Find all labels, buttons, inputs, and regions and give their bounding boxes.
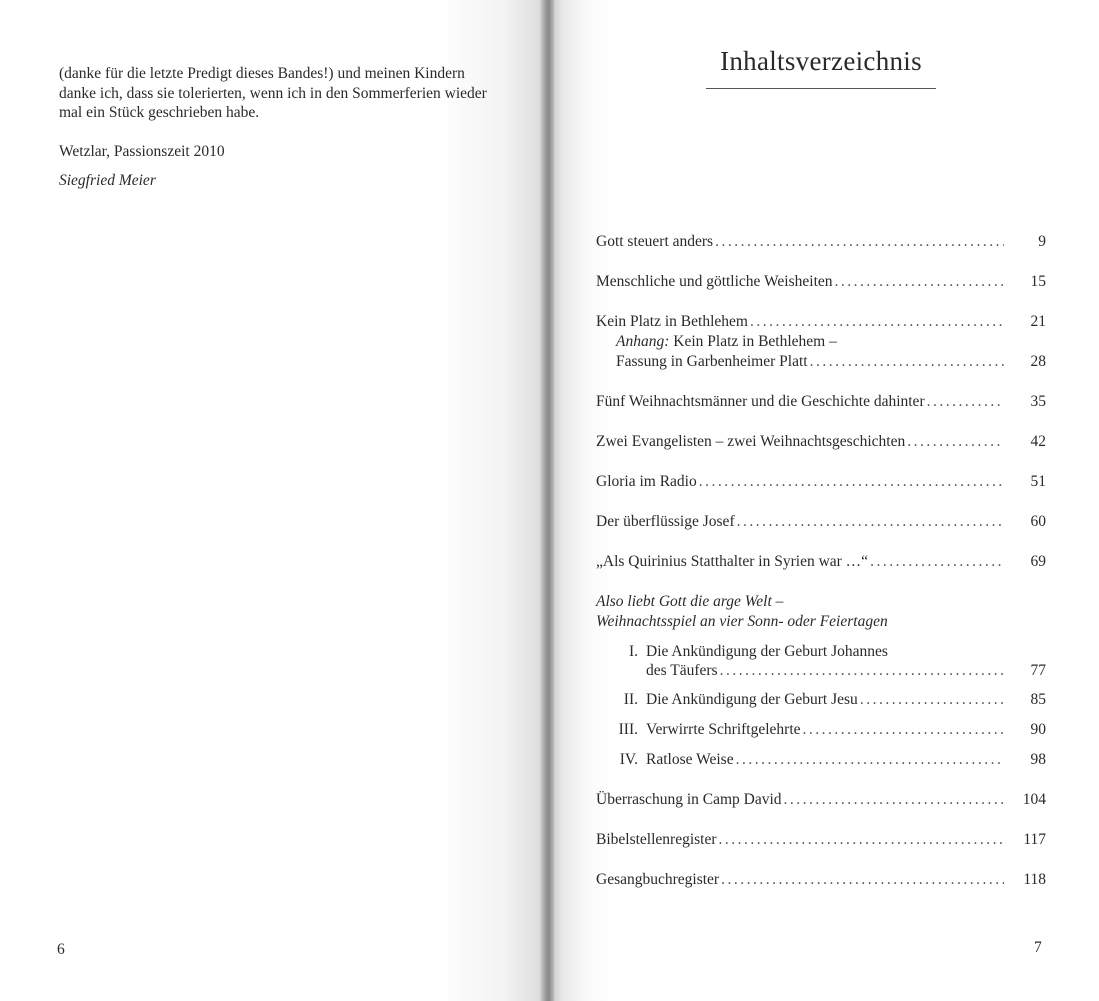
toc-entry-page: 42 xyxy=(1030,433,1046,450)
leader-dots xyxy=(737,512,1004,532)
part-numeral: IV. xyxy=(619,751,638,768)
toc-entry-page: 60 xyxy=(1030,513,1046,530)
toc-entry-page: 104 xyxy=(1022,791,1046,808)
play-part-entry[interactable] xyxy=(608,690,1046,710)
toc-entry-title: Bibelstellenregister xyxy=(596,831,717,848)
toc-entry[interactable] xyxy=(596,870,1046,890)
toc-entry-page: 28 xyxy=(1030,353,1046,370)
leader-dots xyxy=(870,552,1004,572)
part-numeral: III. xyxy=(618,721,638,738)
author-signature: Siegfried Meier xyxy=(59,172,156,189)
toc-entry-page: 15 xyxy=(1030,273,1046,290)
leader-dots xyxy=(699,472,1004,492)
leader-dots xyxy=(810,352,1004,372)
title-underline xyxy=(706,88,936,89)
place-date: Wetzlar, Passionszeit 2010 xyxy=(59,143,225,160)
appendix-title-cont: Fassung in Garbenheimer Platt xyxy=(616,353,808,370)
toc-entry-page: 85 xyxy=(1030,691,1046,708)
toc-entry-page: 21 xyxy=(1030,313,1046,330)
leader-dots xyxy=(721,870,1004,890)
play-part-entry[interactable] xyxy=(608,750,1046,770)
paragraph-line: danke ich, dass sie tolerierten, wenn ich in den Sommerferien wieder xyxy=(59,84,487,102)
toc-entry-page: 77 xyxy=(1030,662,1046,679)
page-number-right: 7 xyxy=(1034,939,1042,956)
leader-dots xyxy=(750,312,1004,332)
leader-dots xyxy=(715,232,1004,252)
toc-entry[interactable] xyxy=(596,312,1046,332)
right-page xyxy=(548,0,1099,1001)
leader-dots xyxy=(907,432,1004,452)
toc-entry-title: Menschliche und göttliche Weisheiten xyxy=(596,273,833,290)
toc-entry[interactable] xyxy=(596,392,1046,412)
part-title: Verwirrte Schriftgelehrte xyxy=(646,721,801,738)
toc-entry-page: 51 xyxy=(1030,473,1046,490)
toc-entry-page: 69 xyxy=(1030,553,1046,570)
toc-entry-page: 117 xyxy=(1023,831,1046,848)
toc-entry-title: Gott steuert anders xyxy=(596,233,714,250)
toc-entry-page: 98 xyxy=(1030,751,1046,768)
toc-entry[interactable] xyxy=(596,232,1046,252)
toc-entry-page: 90 xyxy=(1030,721,1046,738)
part-numeral: I. xyxy=(628,643,638,660)
leader-dots xyxy=(719,830,1004,850)
play-part-entry-cont[interactable] xyxy=(646,661,1046,681)
section-heading-line-1: Also liebt Gott die arge Welt – xyxy=(596,593,784,610)
leader-dots xyxy=(835,272,1004,292)
appendix-label: Anhang: xyxy=(616,333,670,350)
toc-entry-page: 9 xyxy=(1038,233,1046,250)
leader-dots xyxy=(736,750,1004,770)
toc-entry[interactable] xyxy=(596,272,1046,292)
toc-entry[interactable] xyxy=(596,432,1046,452)
page-number-left: 6 xyxy=(57,941,65,958)
toc-entry-title: Der überflüssige Josef xyxy=(596,513,735,530)
paragraph-line: mal ein Stück geschrieben habe. xyxy=(59,104,260,121)
play-part-entry[interactable] xyxy=(608,642,888,662)
toc-entry-title: „Als Quirinius Statthalter in Syrien war …“ xyxy=(596,553,869,570)
toc-entry-page: 35 xyxy=(1030,393,1046,410)
section-heading-line-2: Weihnachtsspiel an vier Sonn- oder Feiertagen xyxy=(596,613,888,630)
leader-dots xyxy=(803,720,1004,740)
appendix-entry[interactable] xyxy=(616,352,1046,372)
toc-entry-title: Gloria im Radio xyxy=(596,473,697,490)
leader-dots xyxy=(784,790,1004,810)
play-part-entry[interactable] xyxy=(608,720,1046,740)
left-page xyxy=(0,0,548,1001)
closing-paragraph xyxy=(59,64,511,123)
leader-dots xyxy=(720,661,1004,681)
appendix-title: Kein Platz in Bethlehem – xyxy=(669,333,837,350)
toc-entry-title: Gesangbuchregister xyxy=(596,871,720,888)
toc-entry-title: Zwei Evangelisten – zwei Weihnachtsgeschichten xyxy=(596,433,906,450)
toc-entry-title: Überraschung in Camp David xyxy=(596,791,782,808)
part-title: Die Ankündigung der Geburt Johannes xyxy=(646,643,888,660)
part-title: Die Ankündigung der Geburt Jesu xyxy=(646,691,858,708)
toc-entry[interactable] xyxy=(596,472,1046,492)
leader-dots xyxy=(927,392,1004,412)
toc-entry-page: 118 xyxy=(1023,871,1046,888)
part-numeral: II. xyxy=(623,691,638,708)
toc-entry[interactable] xyxy=(596,512,1046,532)
leader-dots xyxy=(860,690,1004,710)
toc-entry-title: Fünf Weihnachtsmänner und die Geschichte dahinter xyxy=(596,393,925,410)
toc-entry[interactable] xyxy=(596,830,1046,850)
toc-entry[interactable] xyxy=(596,790,1046,810)
part-title: Ratlose Weise xyxy=(646,751,734,768)
toc-entry[interactable] xyxy=(596,552,1046,572)
appendix-line-1[interactable] xyxy=(616,332,837,352)
book-gutter xyxy=(540,0,554,1001)
paragraph-line: (danke für die letzte Predigt dieses Bandes!) und meinen Kindern xyxy=(59,65,465,82)
page-title: Inhaltsverzeichnis xyxy=(720,46,922,76)
toc-entry-title: Kein Platz in Bethlehem xyxy=(596,313,748,330)
part-title-cont: des Täufers xyxy=(646,662,718,679)
